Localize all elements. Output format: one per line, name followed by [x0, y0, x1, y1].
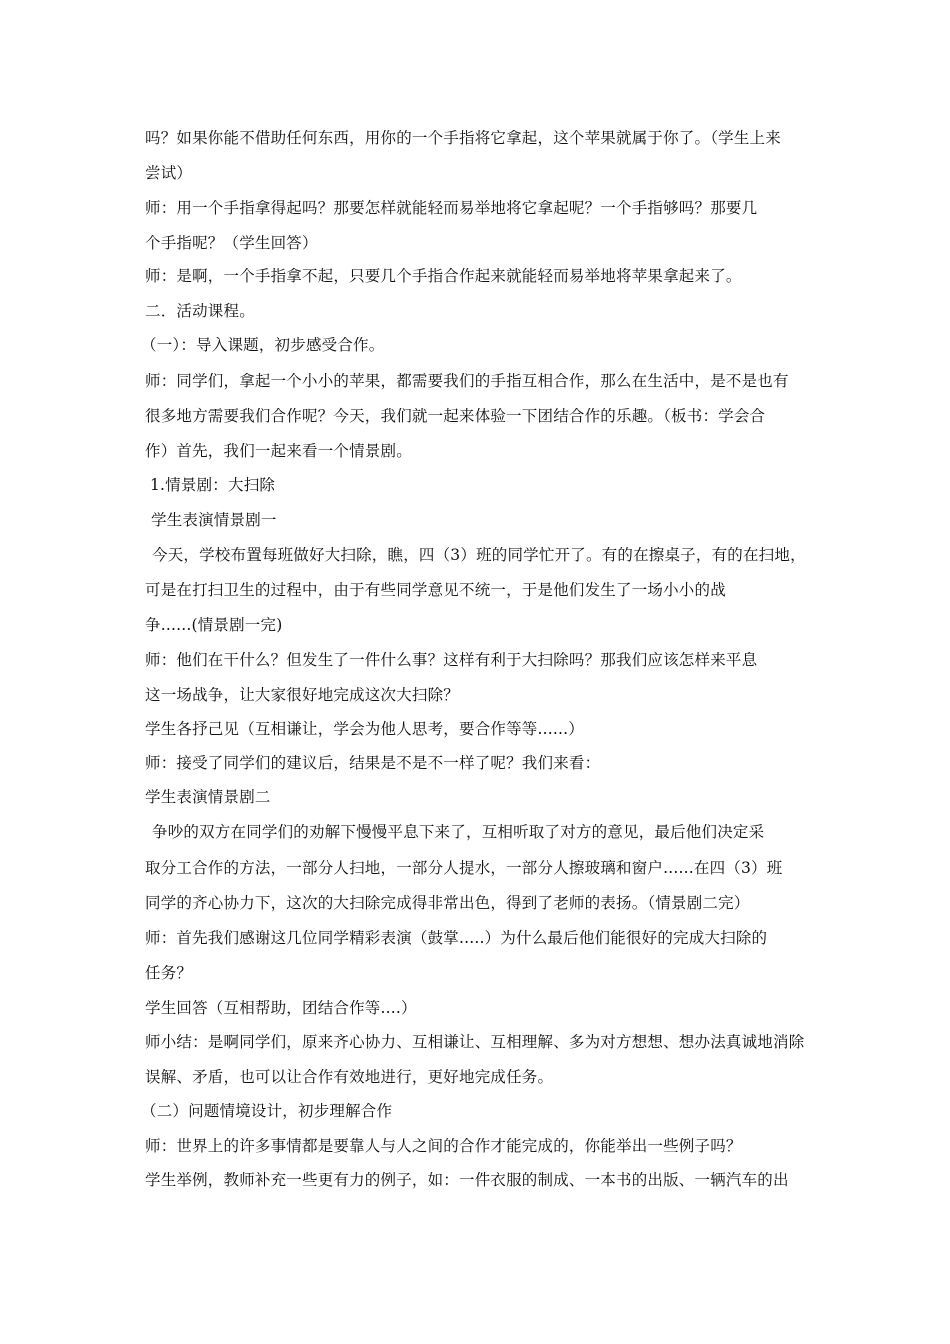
text-line: 师：首先我们感谢这几位同学精彩表演（鼓掌.....）为什么最后他们能很好的完成大扫除的 [145, 929, 768, 947]
text-line: 误解、矛盾，也可以让合作有效地进行，更好地完成任务。 [145, 1068, 554, 1086]
text-line: 学生表演情景剧一 [151, 511, 277, 529]
subsection-heading: （一）：导入课题，初步感受合作。 [141, 336, 385, 354]
text-line: 师：同学们，拿起一个小小的苹果，都需要我们的手指互相合作，那么在生活中，是不是也有 [145, 372, 789, 390]
text-line: 任务？ [145, 964, 193, 982]
text-line: 取分工合作的方法，一部分人扫地，一部分人提水，一部分人擦玻璃和窗户......在四（3）班 [145, 859, 783, 877]
text-line: 师：他们在干什么？但发生了一件什么事？这样有利于大扫除吗？那我们应该怎样来平息 [145, 651, 758, 669]
text-line: 同学的齐心协力下，这次的大扫除完成得非常出色，得到了老师的表扬。（情景剧二完） [145, 894, 750, 912]
text-line: 吗？如果你能不借助任何东西，用你的一个手指将它拿起，这个苹果就属于你了。（学生上来 [145, 129, 781, 147]
text-line: 师：世界上的许多事情都是要靠人与人之间的合作才能完成的，你能举出一些例子吗？ [145, 1137, 742, 1155]
subsection-heading: （二）问题情境设计，初步理解合作 [141, 1102, 393, 1120]
item-heading: 1.情景剧：大扫除 [150, 476, 276, 494]
text-line: 很多地方需要我们合作呢？今天，我们就一起来体验一下团结合作的乐趣。（板书：学会合 [145, 407, 766, 425]
text-line: 师：是啊，一个手指拿不起，只要几个手指合作起来就能轻而易举地将苹果拿起来了。 [145, 267, 742, 285]
text-line: 作）首先，我们一起来看一个情景剧。 [145, 442, 412, 460]
text-line: 学生各抒己见（互相谦让，学会为他人思考，要合作等等......） [145, 720, 584, 738]
text-line: 师：接受了同学们的建议后，结果是不是不一样了呢？我们来看： [145, 754, 601, 772]
text-line: 尝试） [145, 164, 193, 182]
text-line: 今天，学校布置每班做好大扫除，瞧，四（3）班的同学忙开了。有的在擦桌子，有的在扫地， [152, 546, 806, 564]
text-line: 争......(情景剧一完) [145, 616, 283, 634]
text-line: 师：用一个手指拿得起吗？那要怎样就能轻而易举地将它拿起呢？一个手指够吗？那要几 [145, 199, 758, 217]
text-line: 师小结：是啊同学们，原来齐心协力、互相谦让、互相理解、多为对方想想、想办法真诚地消除 [145, 1033, 805, 1051]
text-line: 可是在打扫卫生的过程中，由于有些同学意见不统一，于是他们发生了一场小小的战 [145, 581, 726, 599]
text-line: 学生表演情景剧二 [145, 788, 271, 806]
text-line: 争吵的双方在同学们的劝解下慢慢平息下来了，互相听取了对方的意见，最后他们决定采 [152, 823, 765, 841]
section-heading: 二．活动课程。 [145, 302, 255, 320]
text-line: 这一场战争，让大家很好地完成这次大扫除？ [145, 686, 460, 704]
text-line: 学生举例，教师补充一些更有力的例子，如：一件衣服的制成、一本书的出版、一辆汽车的出 [145, 1171, 789, 1189]
text-line: 学生回答（互相帮助，团结合作等....） [145, 999, 417, 1017]
text-line: 个手指呢？（学生回答） [145, 234, 318, 252]
